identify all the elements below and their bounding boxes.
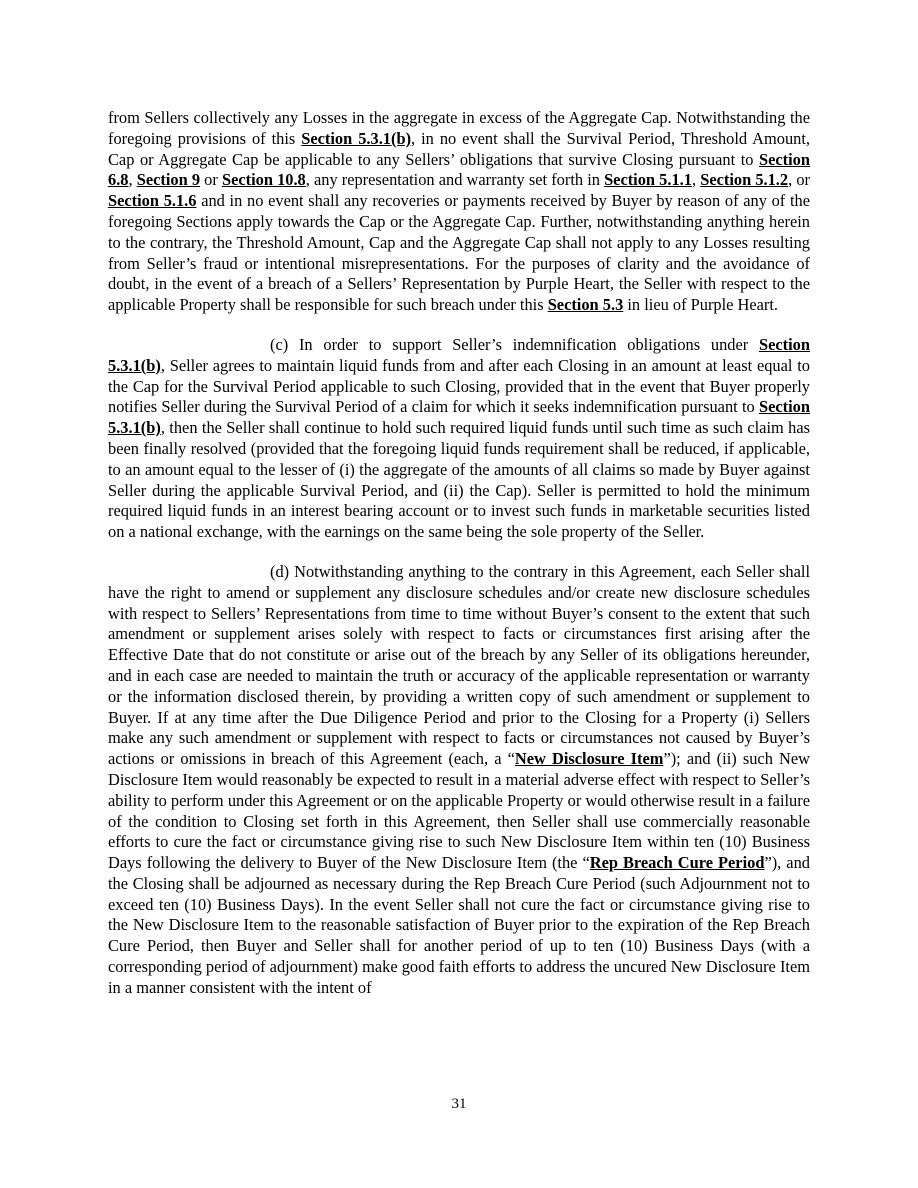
text-run: , any representation and warranty set forth in [305, 170, 605, 190]
section-reference: Section 5.1.6 [108, 191, 197, 211]
section-reference: Rep Breach Cure Period [589, 853, 765, 873]
section-reference: Section 5.3.1(b) [301, 128, 412, 148]
paragraph-section-5-3-1-b-continuation [108, 108, 810, 316]
section-reference: Section 6.8 [108, 149, 810, 190]
section-reference: Section 5.1.1 [604, 170, 692, 190]
text-run: (d) Notwithstanding anything to the contrary in this Agreement, each Seller shall have the right to amend or supplement any disclosure schedules and/or create new disclosure schedules with respect to Sellers’ Representations from time to time without Buyer’s consent to the extent that such amendment or supplement arises solely with respect to facts or circumstances first arising after the Effective Date that do not constitute or arise out of the breach by any Seller of its obligations hereunder, and in each case are needed to maintain the truth or accuracy of the applicable representation or warranty or the information disclosed therein, by providing a written copy of such amendment or supplement to Buyer. If at any time after the Due Diligence Period and prior to the Closing for a Property (i) Sellers make any such amendment or supplement with respect to facts or circumstances not caused by Buyer’s actions or omissions in breach of this Agreement (each, a “ [108, 561, 810, 769]
section-reference: Section 5.3.1(b) [108, 334, 810, 375]
text-run: , [691, 170, 701, 190]
paragraph-c-liquid-funds [108, 335, 810, 543]
text-run: (c) In order to support Seller’s indemnification obligations under [270, 334, 759, 354]
text-run: , Seller agrees to maintain liquid funds from and after each Closing in an amount at least equal to the Cap for the Survival Period applicable to such Closing, provided that in the event that Buyer properly notifies Seller during the Survival Period of a claim for which it seeks indemnification pursuant to [108, 355, 810, 417]
document-page [108, 108, 810, 1018]
text-run: ”), and the Closing shall be adjourned as necessary during the Rep Breach Cure Period (such Adjournment not to exceed ten (10) Business Days). In the event Seller shall not cure the fact or circumstance giving rise to the New Disclosure Item to the reasonable satisfaction of Buyer prior to the expiration of the Rep Breach Cure Period, then Buyer and Seller shall for another period of up to ten (10) Business Days (with a corresponding period of adjournment) make good faith efforts to address the uncured New Disclosure Item in a manner consistent with the intent of [108, 853, 810, 997]
section-reference: Section 10.8 [221, 170, 306, 190]
text-run: , [128, 170, 137, 190]
text-run: in lieu of Purple Heart. [623, 295, 779, 315]
section-reference: Section 5.3 [547, 295, 624, 315]
text-run: , in no event shall the Survival Period, Threshold Amount, Cap or Aggregate Cap be applicable to any Sellers’ obligations that survive Closing pursuant to [108, 128, 811, 169]
section-reference: Section 5.1.2 [700, 170, 789, 190]
paragraph-d-disclosure-schedules [108, 562, 810, 999]
section-reference: Section 9 [136, 170, 201, 190]
text-run: , then the Seller shall continue to hold such required liquid funds until such time as such claim has been finally resolved (provided that the foregoing liquid funds requirement shall be reduced, if applicable, to an amount equal to the lesser of (i) the aggregate of the amounts of all claims so made by Buyer against Seller during the applicable Survival Period, and (ii) the Cap). Seller is permitted to hold the minimum required liquid funds in an interest bearing account or to invest such funds in marketable securities listed on a national exchange, with the earnings on the same being the sole property of the Seller. [108, 418, 810, 542]
section-reference: New Disclosure Item [514, 749, 664, 769]
text-run: or [200, 170, 222, 190]
text-run: from Sellers collectively any Losses in the aggregate in excess of the Aggregate Cap. Notwithstanding the foregoing provisions of this [108, 108, 810, 148]
text-run: ”); and (ii) such New Disclosure Item would reasonably be expected to result in a material adverse effect with respect to Seller’s ability to perform under this Agreement or on the applicable Property or would otherwise result in a failure of the condition to Closing set forth in this Agreement, then Seller shall use commercially reasonable efforts to cure the fact or circumstance giving rise to such New Disclosure Item within ten (10) Business Days following the delivery to Buyer of the New Disclosure Item (the “ [108, 749, 810, 873]
section-reference: Section 5.3.1(b) [108, 397, 810, 438]
page-number: 31 [451, 1096, 467, 1112]
text-run: , or [788, 170, 810, 190]
text-run: and in no event shall any recoveries or payments received by Buyer by reason of any of the foregoing Sections apply towards the Cap or the Aggregate Cap. Further, notwithstanding anything herein to the contrary, the Threshold Amount, Cap and the Aggregate Cap shall not apply to any Losses resulting from Seller’s fraud or intentional misrepresentations. For the purposes of clarity and the avoidance of doubt, in the event of a breach of a Sellers’ Representation by Purple Heart, the Seller with respect to the applicable Property shall be responsible for such breach under this [108, 191, 810, 315]
